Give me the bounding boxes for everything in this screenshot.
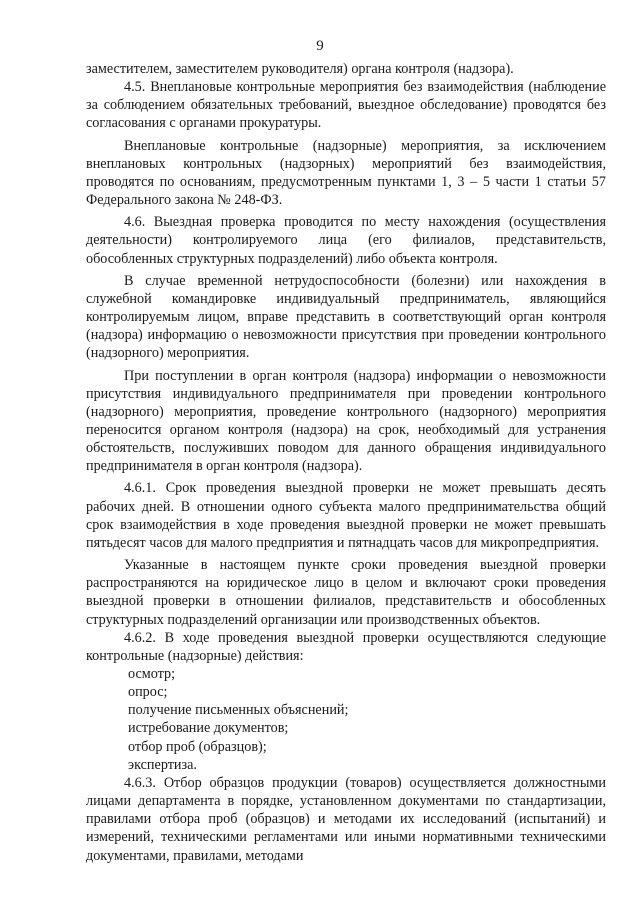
list-item: экспертиза. — [128, 756, 197, 773]
paragraph-4-6-2: 4.6.2. В ходе проведения выездной проверки осуществляются следующие контрольные (надзорные) действия: — [86, 629, 606, 664]
list-item: отбор проб (образцов); — [128, 738, 267, 755]
list-item: истребование документов; — [128, 720, 289, 737]
paragraph-4-6-1: 4.6.1. Срок проведения выездной проверки не может превышать десять рабочих дней. В отношении одного субъекта малого предпринимательства общий срок взаимодействия в ходе проведения выездной проверки не может превышать пятьдесят часов для малого предприятия и пятнадцать часов для микропредприятия. — [86, 480, 606, 551]
list-item: опрос; — [128, 684, 168, 701]
paragraph-continuation: заместителем, заместителем руководителя) органа контроля (надзора). — [86, 61, 514, 77]
list-item: осмотр; — [128, 666, 176, 682]
paragraph-4-5: 4.5. Внеплановые контрольные мероприятия без взаимодействия (наблюдение за соблюдением обязательных требований, выездное обследование) проводятся без согласования с органами прокуратуры. — [86, 79, 606, 132]
paragraph-unscheduled-measures: Внеплановые контрольные (надзорные) мероприятия, за исключением внеплановых контрольных (надзорных) мероприятий без взаимодействия, проводятся по основаниям, предусмотренным пунктами 1, 3 – 5 части 1 статьи 57 Федерального закона № 248-ФЗ. — [86, 137, 606, 209]
page-number: 9 — [316, 38, 324, 54]
document-body — [86, 60, 606, 865]
list-item: получение письменных объяснений; — [128, 702, 349, 719]
paragraph-4-6: 4.6. Выездная проверка проводится по месту нахождения (осуществления деятельности) контролируемого лица (его филиалов, представительств, обособленных структурных подразделений) либо объекта контроля. — [86, 214, 606, 267]
paragraph-4-6-3: 4.6.3. Отбор образцов продукции (товаров) осуществляется должностными лицами департамента в порядке, установленном документами по стандартизации, правилами отбора проб (образцов) и методами их исследований (испытаний) и измерений, техническими регламентами или иными нормативными техническими документами, правилами, методами — [86, 774, 606, 864]
paragraph-terms-scope: Указанные в настоящем пункте сроки проведения выездной проверки распространяются на юридическое лицо в целом и включают сроки проведения выездной проверки в отношении филиалов, представительств и обособленных структурных подразделений организации или производственных объектов. — [86, 557, 606, 628]
paragraph-postponement: При поступлении в орган контроля (надзора) информации о невозможности присутствия индивидуального предпринимателя при проведении контрольного (надзорного) мероприятия, проведение контрольного (надзорного) мероприятия переносится органом контроля (надзора) на срок, необходимый для устранения обстоятельств, послуживших поводом для данного обращения индивидуального предпринимателя в орган контроля (надзора). — [86, 367, 606, 475]
paragraph-temporary-disability: В случае временной нетрудоспособности (болезни) или нахождения в служебной командировке индивидуальный предприниматель, являющийся контролируемым лицом, вправе представить в соответствующий орган контроля (надзора) информацию о невозможности присутствия при проведении контрольного (надзорного) мероприятия. — [86, 272, 606, 362]
control-actions-list — [86, 665, 606, 774]
